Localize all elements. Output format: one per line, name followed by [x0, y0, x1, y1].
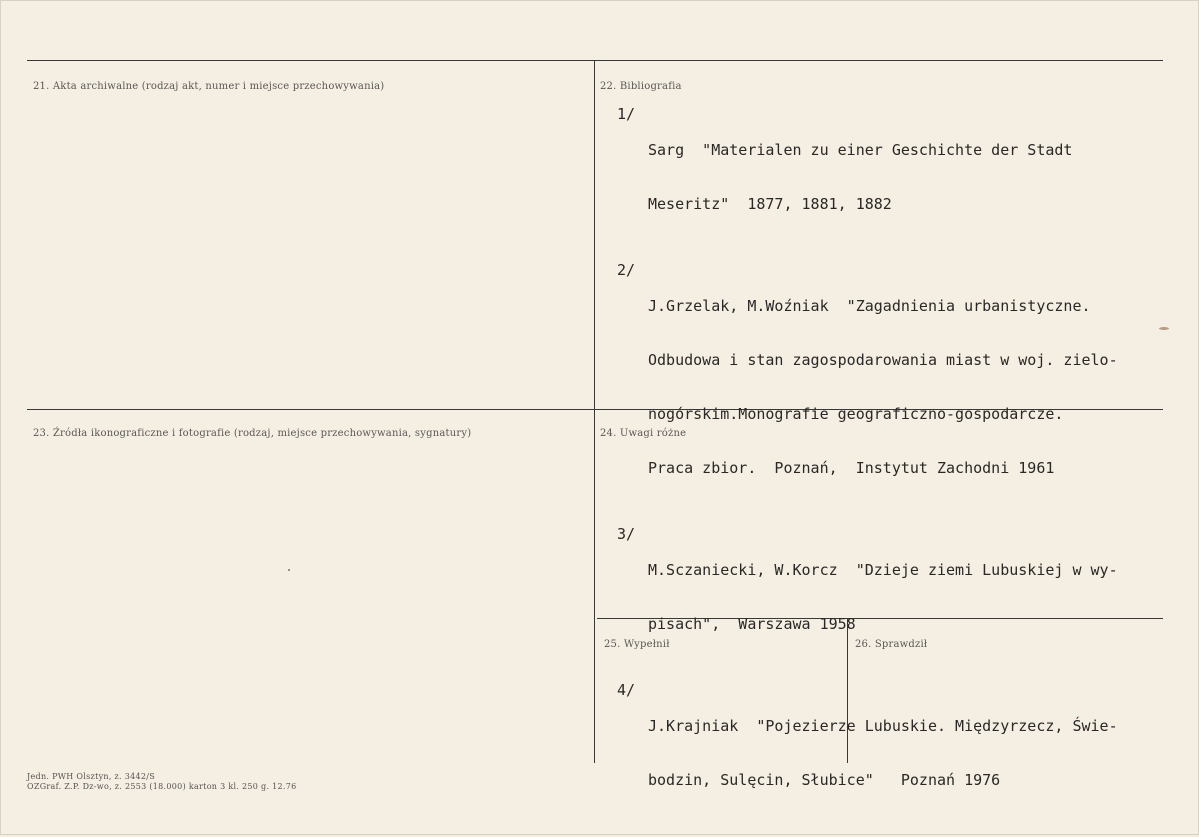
entry-line: Odbudowa i stan zagospodarowania miast w woj. zielo-: [648, 351, 1118, 369]
paper-speck: [288, 569, 290, 571]
entry-line: J.Grzelak, M.Woźniak "Zagadnienia urbanistyczne.: [648, 297, 1091, 315]
top-rule: [27, 60, 1163, 61]
section-21-label: 21. Akta archiwalne (rodzaj akt, numer i miejsce przechowywania): [33, 81, 385, 92]
paper-speck: [1159, 327, 1169, 330]
entry-line: M.Sczaniecki, W.Korcz "Dzieje ziemi Lubuskiej w wy-: [648, 561, 1118, 579]
entry-line: Sarg "Materialen zu einer Geschichte der Stadt: [648, 141, 1073, 159]
bibliography-list: [617, 105, 1177, 837]
center-divider: [594, 61, 595, 763]
section-25-label: 25. Wypełnił: [604, 639, 670, 650]
section-23-label: 23. Źródła ikonograficzne i fotografie (rodzaj, miejsce przechowywania, sygnatury): [33, 428, 472, 439]
footer-line-2: OZGraf. Z.P. Dz-wo, z. 2553 (18.000) karton 3 kl. 250 g. 12.76: [27, 782, 297, 791]
entry-line: pisach", Warszawa 1958: [648, 615, 856, 633]
entry-number: 3/: [617, 525, 636, 543]
entry-line: bodzin, Sulęcin, Słubice" Poznań 1976: [648, 771, 1001, 789]
entry-number: 1/: [617, 105, 636, 123]
section-26-label: 26. Sprawdził: [855, 639, 928, 650]
bibliography-entry: [617, 525, 1177, 669]
entry-line: Praca zbior. Poznań, Instytut Zachodni 1961: [648, 459, 1055, 477]
entry-line: J.Krajniak "Pojezierze Lubuskie. Międzyrzecz, Świe-: [648, 717, 1118, 735]
bibliography-entry: [617, 105, 1177, 249]
footer-line-1: Jedn. PWH Olsztyn, z. 3442/S: [27, 772, 156, 781]
section-24-label: 24. Uwagi różne: [600, 428, 687, 439]
entry-line: nogórskim.Monografie geograficzno-gospodarcze.: [648, 405, 1064, 423]
entry-line: Meseritz" 1877, 1881, 1882: [648, 195, 892, 213]
entry-number: 4/: [617, 681, 636, 699]
bibliography-entry: [617, 261, 1177, 513]
bibliography-entry: [617, 681, 1177, 825]
section-22-label: 22. Bibliografia: [600, 81, 682, 92]
entry-number: 2/: [617, 261, 636, 279]
